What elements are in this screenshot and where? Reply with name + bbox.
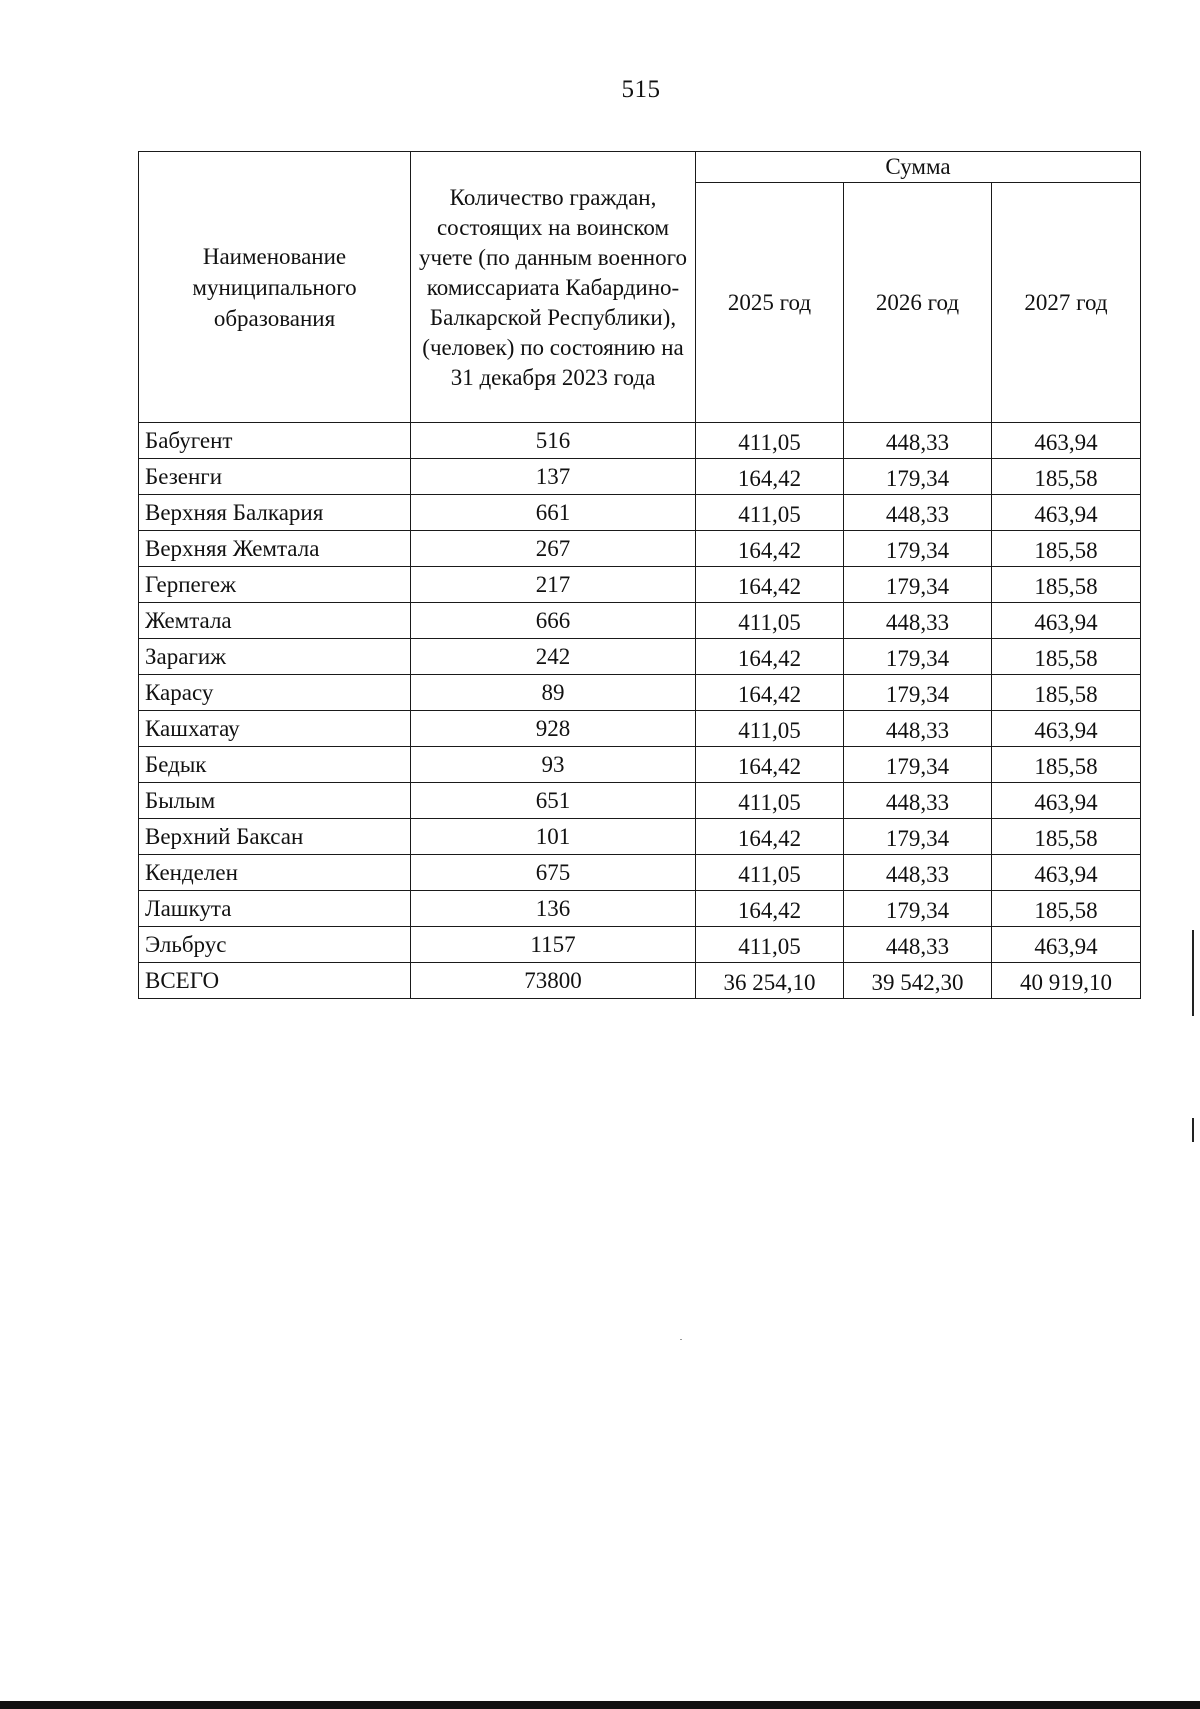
amount-2025-cell: 411,05 — [696, 783, 844, 819]
table-row-total — [139, 963, 1141, 999]
table-row — [139, 783, 1141, 819]
amount-2025-cell: 411,05 — [696, 423, 844, 459]
municipality-cell: ВСЕГО — [139, 963, 411, 999]
table-row — [139, 459, 1141, 495]
amount-2026-cell: 448,33 — [844, 495, 992, 531]
amount-2027-cell: 185,58 — [992, 675, 1141, 711]
amount-2027-cell: 185,58 — [992, 459, 1141, 495]
citizens-count-cell: 516 — [411, 423, 696, 459]
amount-2026-cell: 448,33 — [844, 927, 992, 963]
table-row — [139, 711, 1141, 747]
amount-2025-cell: 164,42 — [696, 747, 844, 783]
municipality-cell: Кенделен — [139, 855, 411, 891]
header-municipality — [139, 152, 411, 423]
table-row — [139, 675, 1141, 711]
table-header — [139, 152, 1141, 423]
amount-2027-cell: 463,94 — [992, 711, 1141, 747]
municipality-cell: Верхняя Жемтала — [139, 531, 411, 567]
amount-2025-cell: 164,42 — [696, 531, 844, 567]
amount-2025-cell: 411,05 — [696, 855, 844, 891]
table-row — [139, 855, 1141, 891]
allocation-table-container — [138, 151, 1140, 999]
amount-2027-cell: 463,94 — [992, 495, 1141, 531]
table-row — [139, 927, 1141, 963]
amount-2025-cell: 164,42 — [696, 891, 844, 927]
table-row — [139, 531, 1141, 567]
citizens-count-cell: 651 — [411, 783, 696, 819]
amount-2025-cell: 411,05 — [696, 927, 844, 963]
amount-2026-cell: 448,33 — [844, 855, 992, 891]
amount-2025-cell: 164,42 — [696, 675, 844, 711]
citizens-count-cell: 267 — [411, 531, 696, 567]
citizens-count-cell: 928 — [411, 711, 696, 747]
amount-2025-cell: 164,42 — [696, 459, 844, 495]
amount-2025-cell: 411,05 — [696, 603, 844, 639]
amount-2025-cell: 411,05 — [696, 711, 844, 747]
scan-edge-mark — [1192, 930, 1194, 1016]
citizens-count-cell: 1157 — [411, 927, 696, 963]
amount-2026-cell: 179,34 — [844, 639, 992, 675]
amount-2027-cell: 185,58 — [992, 819, 1141, 855]
amount-2027-cell: 185,58 — [992, 531, 1141, 567]
municipality-cell: Бедык — [139, 747, 411, 783]
amount-2026-cell: 448,33 — [844, 603, 992, 639]
scan-edge-mark — [1192, 1118, 1194, 1142]
amount-2025-cell: 164,42 — [696, 819, 844, 855]
header-row-top — [139, 152, 1141, 183]
amount-2027-cell: 463,94 — [992, 927, 1141, 963]
citizens-count-cell: 242 — [411, 639, 696, 675]
scan-speck — [680, 1339, 682, 1340]
allocation-table — [138, 151, 1141, 999]
table-body — [139, 423, 1141, 999]
citizens-count-cell: 675 — [411, 855, 696, 891]
header-citizens-count-text: Количество граждан, состоящих на воинском учете (по данным военного комиссариата Кабардино-Балкарской Республики), (человек) по состоянию на 31 декабря 2023 года — [419, 185, 687, 390]
municipality-cell: Кашхатау — [139, 711, 411, 747]
citizens-count-cell: 73800 — [411, 963, 696, 999]
amount-2025-cell: 164,42 — [696, 567, 844, 603]
amount-2025-cell: 411,05 — [696, 495, 844, 531]
municipality-cell: Верхний Баксан — [139, 819, 411, 855]
amount-2026-cell: 179,34 — [844, 747, 992, 783]
citizens-count-cell: 101 — [411, 819, 696, 855]
municipality-cell: Безенги — [139, 459, 411, 495]
amount-2026-cell: 179,34 — [844, 531, 992, 567]
citizens-count-cell: 666 — [411, 603, 696, 639]
municipality-cell: Бабугент — [139, 423, 411, 459]
header-year-2025: 2025 год — [696, 183, 844, 423]
amount-2027-cell: 185,58 — [992, 639, 1141, 675]
amount-2026-cell: 39 542,30 — [844, 963, 992, 999]
table-row — [139, 639, 1141, 675]
page-number: 515 — [621, 76, 661, 103]
header-municipality-text: Наименование муниципального образования — [192, 243, 357, 331]
amount-2026-cell: 179,34 — [844, 675, 992, 711]
table-row — [139, 423, 1141, 459]
citizens-count-cell: 217 — [411, 567, 696, 603]
amount-2027-cell: 40 919,10 — [992, 963, 1141, 999]
amount-2027-cell: 185,58 — [992, 891, 1141, 927]
citizens-count-cell: 136 — [411, 891, 696, 927]
header-year-2026: 2026 год — [844, 183, 992, 423]
amount-2027-cell: 463,94 — [992, 783, 1141, 819]
table-row — [139, 747, 1141, 783]
header-year-2027: 2027 год — [992, 183, 1141, 423]
amount-2026-cell: 448,33 — [844, 423, 992, 459]
municipality-cell: Былым — [139, 783, 411, 819]
municipality-cell: Зарагиж — [139, 639, 411, 675]
amount-2026-cell: 179,34 — [844, 459, 992, 495]
municipality-cell: Карасу — [139, 675, 411, 711]
header-citizens-count — [411, 152, 696, 423]
amount-2027-cell: 185,58 — [992, 567, 1141, 603]
citizens-count-cell: 661 — [411, 495, 696, 531]
amount-2026-cell: 448,33 — [844, 711, 992, 747]
amount-2026-cell: 179,34 — [844, 891, 992, 927]
header-sum-group: Сумма — [696, 152, 1141, 183]
table-row — [139, 567, 1141, 603]
table-row — [139, 603, 1141, 639]
municipality-cell: Герпегеж — [139, 567, 411, 603]
municipality-cell: Эльбрус — [139, 927, 411, 963]
citizens-count-cell: 89 — [411, 675, 696, 711]
scan-bottom-edge — [0, 1701, 1200, 1709]
municipality-cell: Жемтала — [139, 603, 411, 639]
amount-2026-cell: 179,34 — [844, 567, 992, 603]
amount-2027-cell: 463,94 — [992, 423, 1141, 459]
amount-2026-cell: 179,34 — [844, 819, 992, 855]
amount-2027-cell: 463,94 — [992, 603, 1141, 639]
municipality-cell: Верхняя Балкария — [139, 495, 411, 531]
citizens-count-cell: 93 — [411, 747, 696, 783]
citizens-count-cell: 137 — [411, 459, 696, 495]
amount-2025-cell: 164,42 — [696, 639, 844, 675]
amount-2027-cell: 463,94 — [992, 855, 1141, 891]
table-row — [139, 819, 1141, 855]
municipality-cell: Лашкута — [139, 891, 411, 927]
amount-2026-cell: 448,33 — [844, 783, 992, 819]
amount-2027-cell: 185,58 — [992, 747, 1141, 783]
amount-2025-cell: 36 254,10 — [696, 963, 844, 999]
table-row — [139, 495, 1141, 531]
table-row — [139, 891, 1141, 927]
